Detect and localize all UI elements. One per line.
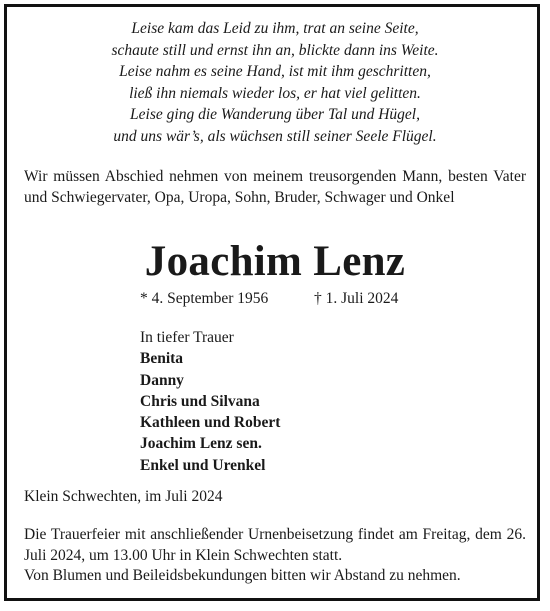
mourners xyxy=(140,327,280,476)
flowers-note: Von Blumen und Beileidsbekundungen bitten wir Abstand zu nehmen. xyxy=(24,567,461,584)
service-text: Die Trauerfeier mit anschließender Urnenbeisetzung findet am Freitag, dem 26. Juli 2024, um 13.00 Uhr in Klein Schwechten statt. xyxy=(24,526,526,564)
poem-line: Leise kam das Leid zu ihm, trat an seine Seite, xyxy=(131,20,419,37)
mourner-name: Kathleen und Robert xyxy=(140,414,281,432)
service-info xyxy=(24,525,526,587)
mourners-heading: In tiefer Trauer xyxy=(140,329,234,346)
birth-date: * 4. September 1956 xyxy=(140,290,269,307)
mourner-name: Enkel und Urenkel xyxy=(140,456,266,474)
poem-line: und uns wär’s, als wüchsen still seiner Seele Flügel. xyxy=(113,127,437,145)
poem-line: schaute still und ernst ihn an, blickte dann ins Weite. xyxy=(111,41,439,59)
death-date: † 1. Juli 2024 xyxy=(314,290,399,307)
mourners-list xyxy=(140,348,280,476)
mourner-name: Danny xyxy=(140,371,184,389)
mourner-name: Chris und Silvana xyxy=(140,392,260,410)
mourner-name: Joachim Lenz sen. xyxy=(140,435,262,453)
poem xyxy=(0,18,550,147)
poem-line: Leise nahm es seine Hand, ist mit ihm geschritten, xyxy=(119,63,431,80)
mourner-name: Benita xyxy=(140,350,184,368)
poem-line: ließ ihn niemals wieder los, er hat viel gelitten. xyxy=(129,84,421,102)
life-dates xyxy=(140,289,399,309)
intro-text: Wir müssen Abschied nehmen von meinem treusorgenden Mann, besten Vater und Schwiegervater, Opa, Uropa, Sohn, Bruder, Schwager und Onkel xyxy=(24,168,526,206)
deceased-name: Joachim Lenz xyxy=(144,238,406,285)
poem-line: Leise ging die Wanderung über Tal und Hügel, xyxy=(130,106,420,123)
place-date: Klein Schwechten, im Juli 2024 xyxy=(24,488,223,505)
